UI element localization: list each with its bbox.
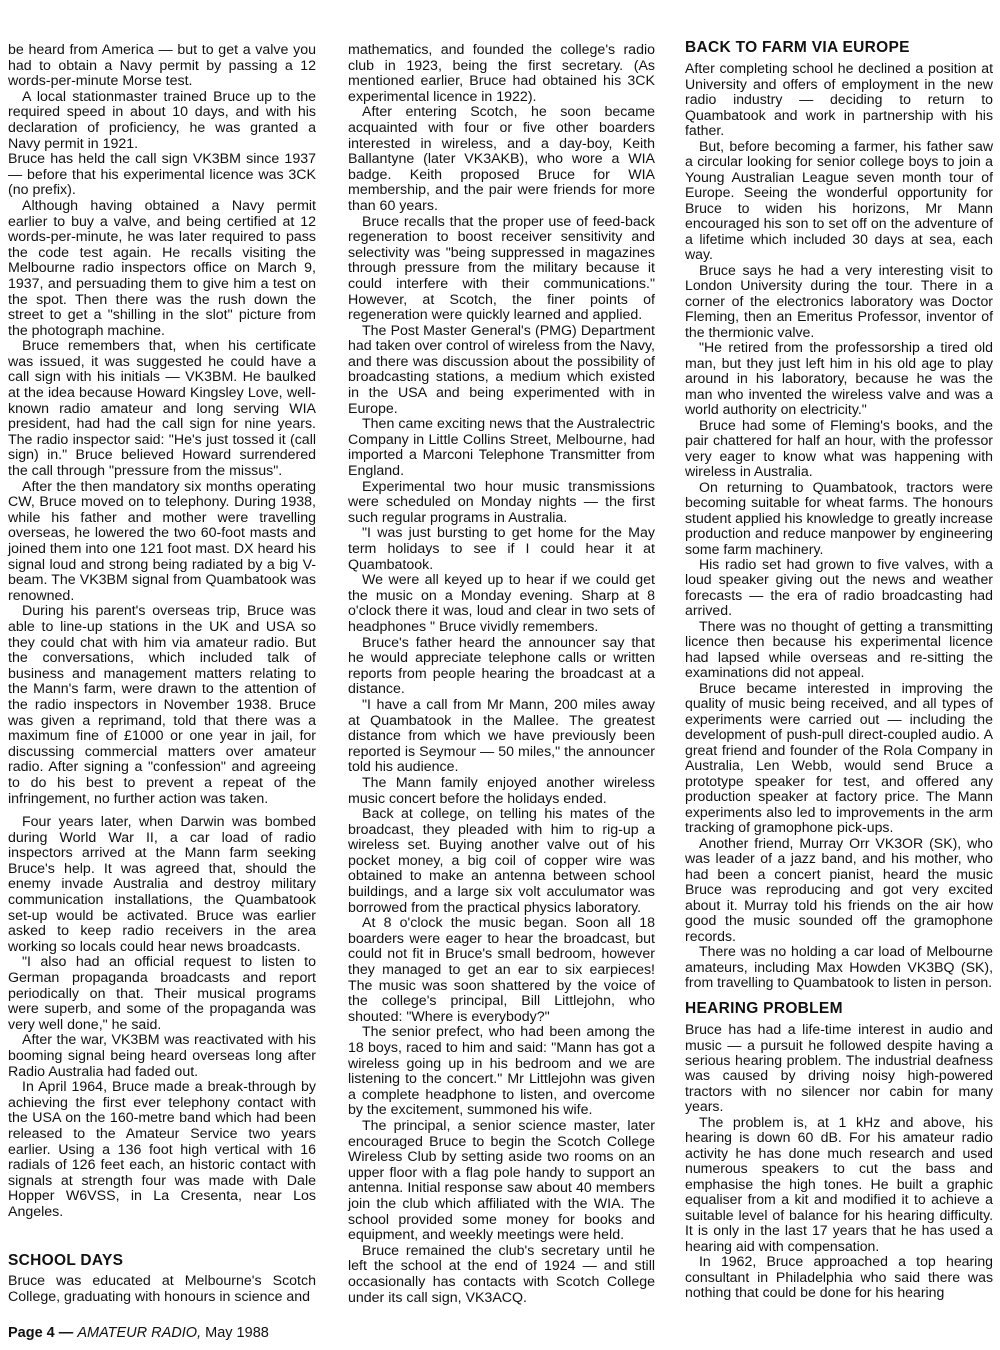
paragraph: After entering Scotch, he soon became acquainted with four or five other boarders interested in wireless, and a day-boy, Keith Ballantyne (later VK3AKB), who wore a WIA badge. Keith proposed Bruce for WIA membership, and the pair were friends for more than 60 years. <box>348 104 655 214</box>
paragraph: After the then mandatory six months operating CW, Bruce moved on to telephony. During 1938, while his father and mother were travelling overseas, he lowered the two 60-foot masts and joined them into one 121 foot mast. DX heard his signal loud and strong being radiated by a big V-beam. The VK3BM signal from Quambatook was renowned. <box>8 478 316 604</box>
paragraph: The principal, a senior science master, later encouraged Bruce to begin the Scotch College Wireless Club by setting aside two rooms on an upper floor with a flag pole handy to support an antenna. Initial response saw about 40 members join the club which affiliated with the WIA. The school provided some money for books and equipment, and weekly meetings were held. <box>348 1117 655 1244</box>
paragraph: After the war, VK3BM was reactivated with his booming signal being heard overseas long after Radio Australia had faded out. <box>8 1032 316 1080</box>
paragraph: Four years later, when Darwin was bombed during World War II, a car load of radio inspectors arrived at the Mann farm seeking Bruce's help. It was agreed that, should the enemy invade Australia and destroy military communication installations, the Quambatook set-up would be activated. Bruce was earlier asked to keep radio receivers in the area working so locals could hear news broadcasts. <box>8 814 316 955</box>
paragraph: Experimental two hour music transmissions were scheduled on Monday nights — the first such regular programs in Australia. <box>348 478 655 526</box>
paragraph: The Mann family enjoyed another wireless music concert before the holidays ended. <box>348 774 655 807</box>
paragraph: But, before becoming a farmer, his father saw a circular looking for senior college boys to join a Young Australian League seven month tour of Europe. Seeing the wonderful opportunity for Bruce to widen his horizons, Mr Mann encouraged his son to set off on the adventure of a lifetime which included 30 days at sea, each way. <box>685 137 993 263</box>
paragraph: At 8 o'clock the music began. Soon all 18 boarders were eager to hear the broadcast, but could not fit in Bruce's small bedroom, however they managed to get an ear to six earpieces! The music was soon shattered by the voice of the college's principal, Bill Littlejohn, who shouted: "Where is everybody?" <box>348 915 655 1025</box>
paragraph: On returning to Quambatook, tractors were becoming suitable for wheat farms. The honours student applied his knowledge to greatly increase production and reduce manpower by engineering some farm machinery. <box>685 478 993 557</box>
paragraph: Then came exciting news that the Australectric Company in Little Collins Street, Melbourne, had imported a Marconi Telephone Transmitter from England. <box>348 416 655 480</box>
paragraph: "I also had an official request to listen to German propaganda broadcasts and report periodically on that. Their musical programs were superb, and some of the propaganda was very well done," he said. <box>8 954 316 1033</box>
paragraph: Bruce recalls that the proper use of feed-back regeneration to boost receiver sensitivity and selectivity was "being suppressed in magazines through pressure from the military because it could interfere with their communications." However, at Scotch, the finer points of regeneration were quickly learned and applied. <box>348 213 655 324</box>
paragraph: The Post Master General's (PMG) Department had taken over control of wireless from the Navy, and there was discussion about the possibility of broadcasting stations, a medium which existed in the USA and being experimented with in Europe. <box>348 322 655 417</box>
paragraph: The senior prefect, who had been among the 18 boys, raced to him and said: "Mann has got a wireless going up in his bedroom and we are listening to the concert." Mr Littlejohn was given a complete headphone to listen, and overcome by the excitement, summoned his wife. <box>348 1024 655 1119</box>
paragraph: Bruce's father heard the announcer say that he would appreciate telephone calls or written reports from people hearing the broadcast at a distance. <box>348 634 655 698</box>
column-2 <box>348 43 655 1306</box>
section-heading-back-to-farm: BACK TO FARM VIA EUROPE <box>685 39 910 56</box>
paragraph: mathematics, and founded the college's radio club in 1923, being the first secretary. (As mentioned earlier, Bruce had obtained his 3CK experimental licence in 1922). <box>348 42 655 105</box>
paragraph: be heard from America — but to get a valve you had to obtain a Navy permit by passing a 12 words-per-minute Morse test. <box>8 42 316 90</box>
paragraph: There was no holding a car load of Melbourne amateurs, including Max Howden VK3BQ (SK), from travelling to Quambatook to listen in person. <box>685 943 993 991</box>
paragraph: In April 1964, Bruce made a break-through by achieving the first ever telephony contact with the USA on the 160-metre band which had been released to the Amateur Service two years earlier. Using a 136 foot high vertical with 16 radials of 126 feet each, an historic contact with signals at strength four was made with Dale Hopper W6VSS, in La Cresenta, near Los Angeles. <box>8 1079 316 1220</box>
page-number: Page 4 — <box>8 1325 74 1341</box>
section-heading-hearing-problem: HEARING PROBLEM <box>685 999 843 1017</box>
column-1 <box>8 43 316 1305</box>
paragraph: A local stationmaster trained Bruce up to the required speed in about 10 days, and with his declaration of proficiency, he was granted a Navy permit in 1921. <box>8 88 316 152</box>
issue-date: May 1988 <box>205 1325 269 1341</box>
paragraph: Although having obtained a Navy permit earlier to buy a valve, and being certified at 12 words-per-minute, he was later required to pass the code test again. He recalls visiting the Melbourne radio inspectors office on March 9, 1937, and persuading them to give him a test on the spot. Then there was the rush down the street to get a "shilling in the slot" picture from the photograph machine. <box>8 197 316 339</box>
paragraph: Bruce has held the call sign VK3BM since 1937 — before that his experimental licence was 3CK (no prefix). <box>8 151 316 199</box>
paragraph: We were all keyed up to hear if we could get the music on a Monday evening. Sharp at 8 o'clock there it was, loud and clear in two sets of headphones " Bruce vividly remembers. <box>348 572 655 635</box>
paragraph: Another friend, Murray Orr VK3OR (SK), who was leader of a jazz band, and his mother, who had been a concert pianist, heard the music Bruce was reproducing and got very excited about it. Murray told his friends on the air how good the music sounded off the gramophone records. <box>685 834 993 944</box>
paragraph: Bruce had some of Fleming's books, and the pair chattered for half an hour, with the professor very eager to know what was happening with wireless in Australia. <box>685 416 993 480</box>
paragraph: In 1962, Bruce approached a top hearing consultant in Philadelphia who said there was nothing that could be done for his hearing <box>685 1253 993 1301</box>
paragraph: Bruce says he had a very interesting visit to London University during the tour. There in a corner of the electronics laboratory was Doctor Fleming, then an Emeritus Professor, inventor of the thermionic valve. <box>685 261 993 340</box>
paragraph: Bruce remained the club's secretary until he left the school at the end of 1924 — and still occasionally has contacts with Scotch College under its call sign, VK3ACQ. <box>348 1242 655 1306</box>
column-3 <box>685 40 993 1301</box>
paragraph: Bruce has had a life-time interest in audio and music — a pursuit he followed despite having a serious hearing problem. The industrial deafness was caused by driving noisy high-powered tractors with no silencer nor cabin for many years. <box>685 1021 993 1115</box>
paragraph: There was no thought of getting a transmitting licence then because his experimental licence had lapsed while overseas and re-sitting the examinations did not appeal. <box>685 617 993 681</box>
paragraph: After completing school he declined a position at University and offers of employment in the new radio industry — deciding to return to Quambatook and work in partnership with his father. <box>685 60 993 139</box>
paragraph: The problem is, at 1 kHz and above, his hearing is down 60 dB. For his amateur radio activity he has done much research and used numerous speakers to cut the bass and emphasise the high tones. He built a graphic equaliser from a kit and modified it to achieve a suitable level of balance for his hearing difficulty. It is only in the last 17 years that he has used a hearing aid with compensation. <box>685 1113 993 1254</box>
paragraph: Back at college, on telling his mates of the broadcast, they pleaded with him to rig-up a wireless set. Buying another valve out of his pocket money, a big coil of copper wire was obtained to make an antenna between school buildings, and a large six volt acculumator was borrowed from the practical physics laboratory. <box>348 806 655 916</box>
page-footer <box>8 1325 269 1341</box>
magazine-name: AMATEUR RADIO, <box>77 1325 202 1341</box>
paragraph: His radio set had grown to five valves, with a loud speaker giving out the news and weather forecasts — the era of radio broadcasting had arrived. <box>685 555 993 619</box>
paragraph: "He retired from the professorship a tired old man, but they just left him in his old age to play around in his laboratory, because he was the man who invented the wireless valve and was a world authority on electricity." <box>685 339 993 418</box>
paragraph: Bruce became interested in improving the quality of music being received, and all types of experiments were carried out — including the development of push-pull direct-coupled audio. A great friend and founder of the Rola Company in Australia, Len Webb, would send Bruce a prototype speaker for test, and offered any production speaker at factory price. The Mann experiments also led to improvements in the arm tracking of gramophone pick-ups. <box>685 679 993 836</box>
paragraph: "I was just bursting to get home for the May term holidays to see if I could hear it at Quambatook. <box>348 525 655 573</box>
section-heading-school-days: SCHOOL DAYS <box>8 1251 124 1269</box>
paragraph: Bruce was educated at Melbourne's Scotch College, graduating with honours in science and <box>8 1273 316 1305</box>
paragraph: "I have a call from Mr Mann, 200 miles away at Quambatook in the Mallee. The greatest distance from which we have previously been reported is Seymour — 50 miles," the announcer told his audience. <box>348 696 655 776</box>
paragraph: Bruce remembers that, when his certificate was issued, it was suggested he could have a call sign with his initials — VK3BM. He baulked at the idea because Howard Kingsley Love, well-known radio amateur and long serving WIA president, had had the call sign for nine years. The radio inspector said: "He's just tossed it (call sign) in." Bruce believed Howard surrendered the call through "pressure from the missus". <box>8 338 316 480</box>
paragraph: During his parent's overseas trip, Bruce was able to line-up stations in the UK and USA so they could chat with him via amateur radio. But the conversations, which included talk of business and management matters relating to the Mann's farm, were drawn to the attention of the radio inspectors in November 1938. Bruce was given a reprimand, told that there was a maximum fine of £1000 or one year in jail, for discussing commercial matters over amateur radio. After signing a "confession" and agreeing to do his best to prevent a repeat of the infringement, no further action was taken. <box>8 603 316 807</box>
